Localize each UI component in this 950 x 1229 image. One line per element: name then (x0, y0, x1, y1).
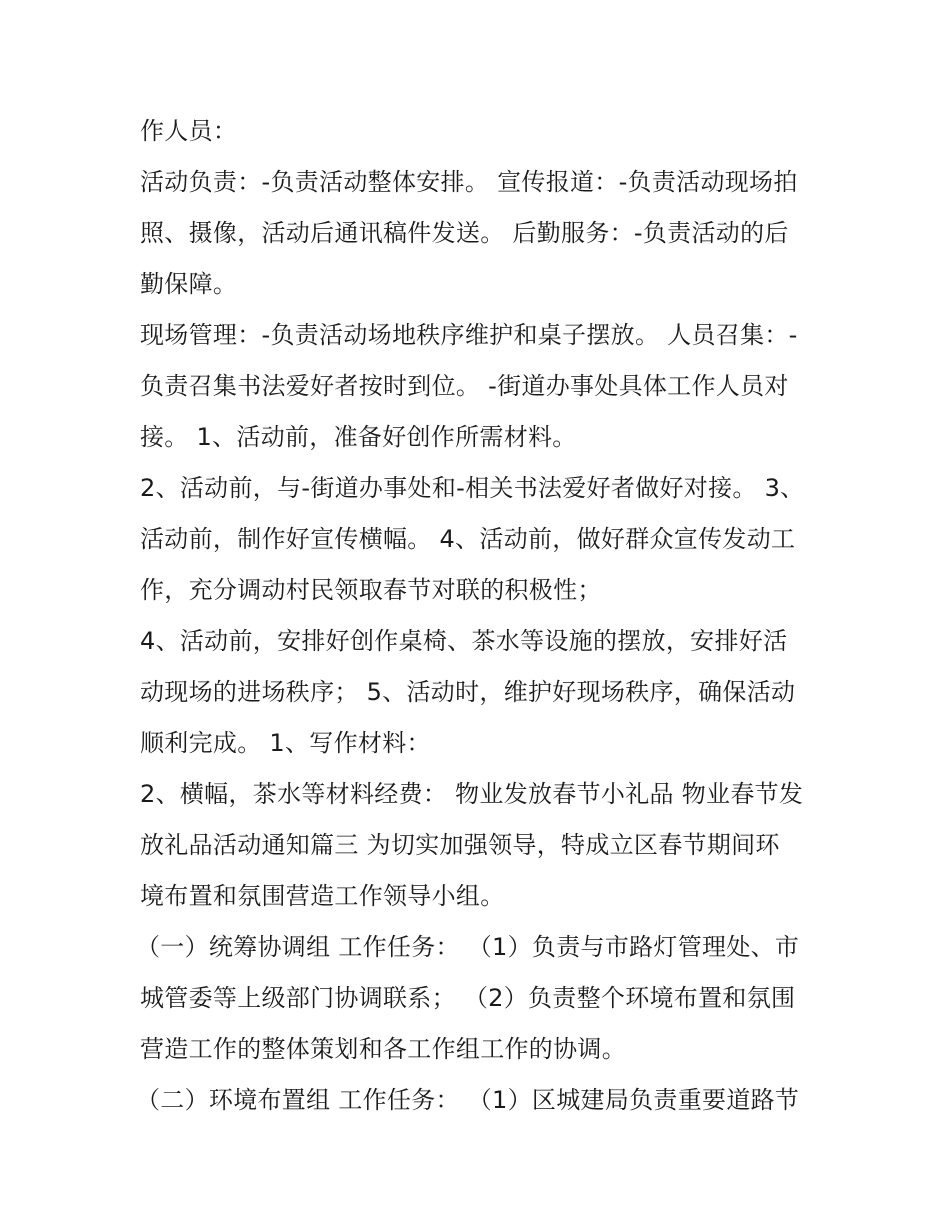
text-line: 动现场的进场秩序； 5、活动时，维护好现场秩序，确保活动 (140, 678, 796, 706)
text-line: （二）环境布置组 工作任务： （1）区城建局负责重要道路节 (136, 1086, 800, 1114)
document-body (136, 106, 820, 1126)
text-line: 活动前，制作好宣传横幅。 4、活动前，做好群众宣传发动工 (140, 525, 796, 553)
text-line: 作，充分调动村民领取春节对联的积极性； (140, 576, 602, 604)
text-line: 顺利完成。 1、写作材料： (140, 729, 431, 757)
text-line: 境布置和氛围营造工作领导小组。 (140, 882, 505, 910)
text-line: 2、横幅，茶水等材料经费： 物业发放春节小礼品 物业春节发 (140, 780, 804, 808)
text-line: 活动负责：-负责活动整体安排。 宣传报道：-负责活动现场拍 (140, 168, 798, 196)
text-line: 勤保障。 (140, 270, 238, 298)
text-line: 营造工作的整体策划和各工作组工作的协调。 (140, 1035, 626, 1063)
text-line: （一）统筹协调组 工作任务： （1）负责与市路灯管理处、市 (136, 933, 800, 961)
text-line: 4、活动前，安排好创作桌椅、茶水等设施的摆放，安排好活 (140, 627, 788, 655)
text-line: 负责召集书法爱好者按时到位。 -街道办事处具体工作人员对 (140, 372, 789, 400)
text-line: 接。 1、活动前，准备好创作所需材料。 (140, 423, 577, 451)
text-line: 城管委等上级部门协调联系； （2）负责整个环境布置和氛围 (140, 984, 796, 1012)
text-line: 作人员： (140, 117, 238, 145)
text-line: 现场管理：-负责活动场地秩序维护和桌子摆放。 人员召集：- (140, 321, 798, 349)
text-line: 放礼品活动通知篇三 为切实加强领导，特成立区春节期间环 (140, 831, 780, 859)
text-line: 2、活动前，与-街道办事处和-相关书法爱好者做好对接。 3、 (140, 474, 805, 502)
text-line: 照、摄像，活动后通讯稿件发送。 后勤服务：-负责活动的后 (140, 219, 789, 247)
